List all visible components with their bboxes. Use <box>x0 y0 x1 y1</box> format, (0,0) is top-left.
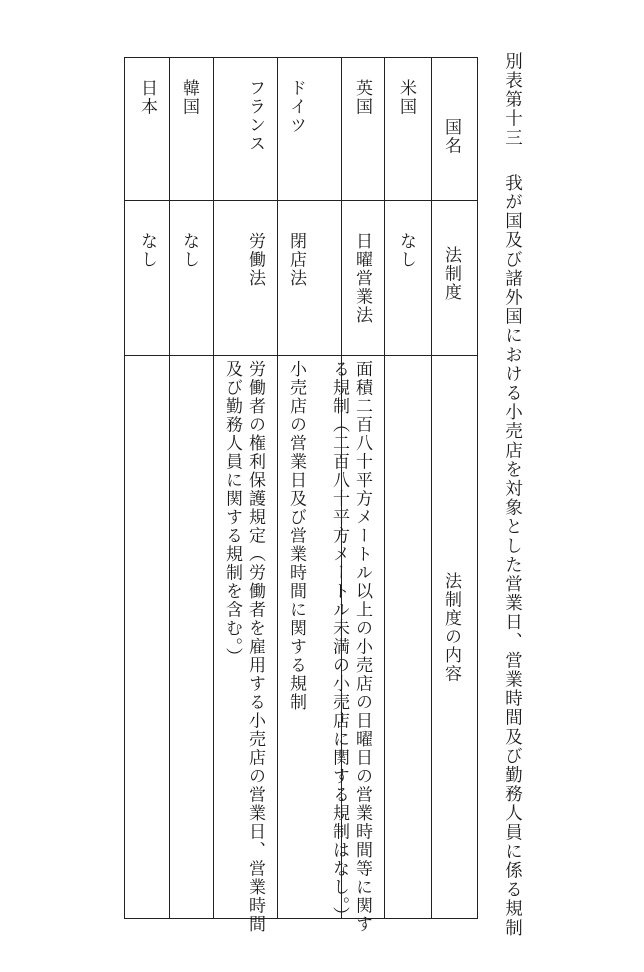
header-content: 法制度の内容 <box>441 572 461 683</box>
header-law: 法制度 <box>441 246 461 302</box>
header-country: 国名 <box>441 118 461 155</box>
title-number: 別表第十三 <box>502 52 523 148</box>
row-country: 英国 <box>352 79 372 116</box>
row-law: なし <box>396 232 416 269</box>
row-content-line: 面積二百八十平方メートル以上の小売店の日曜日の営業時間等に関す <box>352 360 372 934</box>
row-country: 韓国 <box>179 79 199 116</box>
row-law: 閉店法 <box>286 232 306 288</box>
row-country: フランス <box>245 79 265 153</box>
row-content-line: 労働者の権利保護規定（労働者を雇用する小売店の営業日、営業時間 <box>245 360 265 934</box>
row-divider <box>277 58 278 918</box>
row-country: ドイツ <box>286 79 306 135</box>
row-divider <box>384 58 385 918</box>
row-content-line: 小売店の営業日及び営業時間に関する規制 <box>286 360 306 712</box>
field-divider <box>125 200 477 201</box>
row-law: 日曜営業法 <box>352 232 372 325</box>
row-divider <box>169 58 170 918</box>
document-title <box>503 52 521 952</box>
row-country: 日本 <box>137 79 157 116</box>
row-law: なし <box>179 232 199 269</box>
row-law: なし <box>137 232 157 269</box>
row-divider <box>213 58 214 918</box>
row-law: 労働法 <box>245 232 265 288</box>
field-divider <box>125 355 477 356</box>
row-content-line: る規制（二百八十平方メートル未満の小売店に関する規制はなし。） <box>329 360 349 925</box>
row-divider <box>431 58 432 918</box>
row-country: 米国 <box>396 79 416 116</box>
row-content-line: 及び勤務人員に関する規制を含む。） <box>222 360 242 666</box>
title-text: 我が国及び諸外国における小売店を対象とした営業日、営業時間及び勤務人員に係る規制 <box>502 173 523 938</box>
